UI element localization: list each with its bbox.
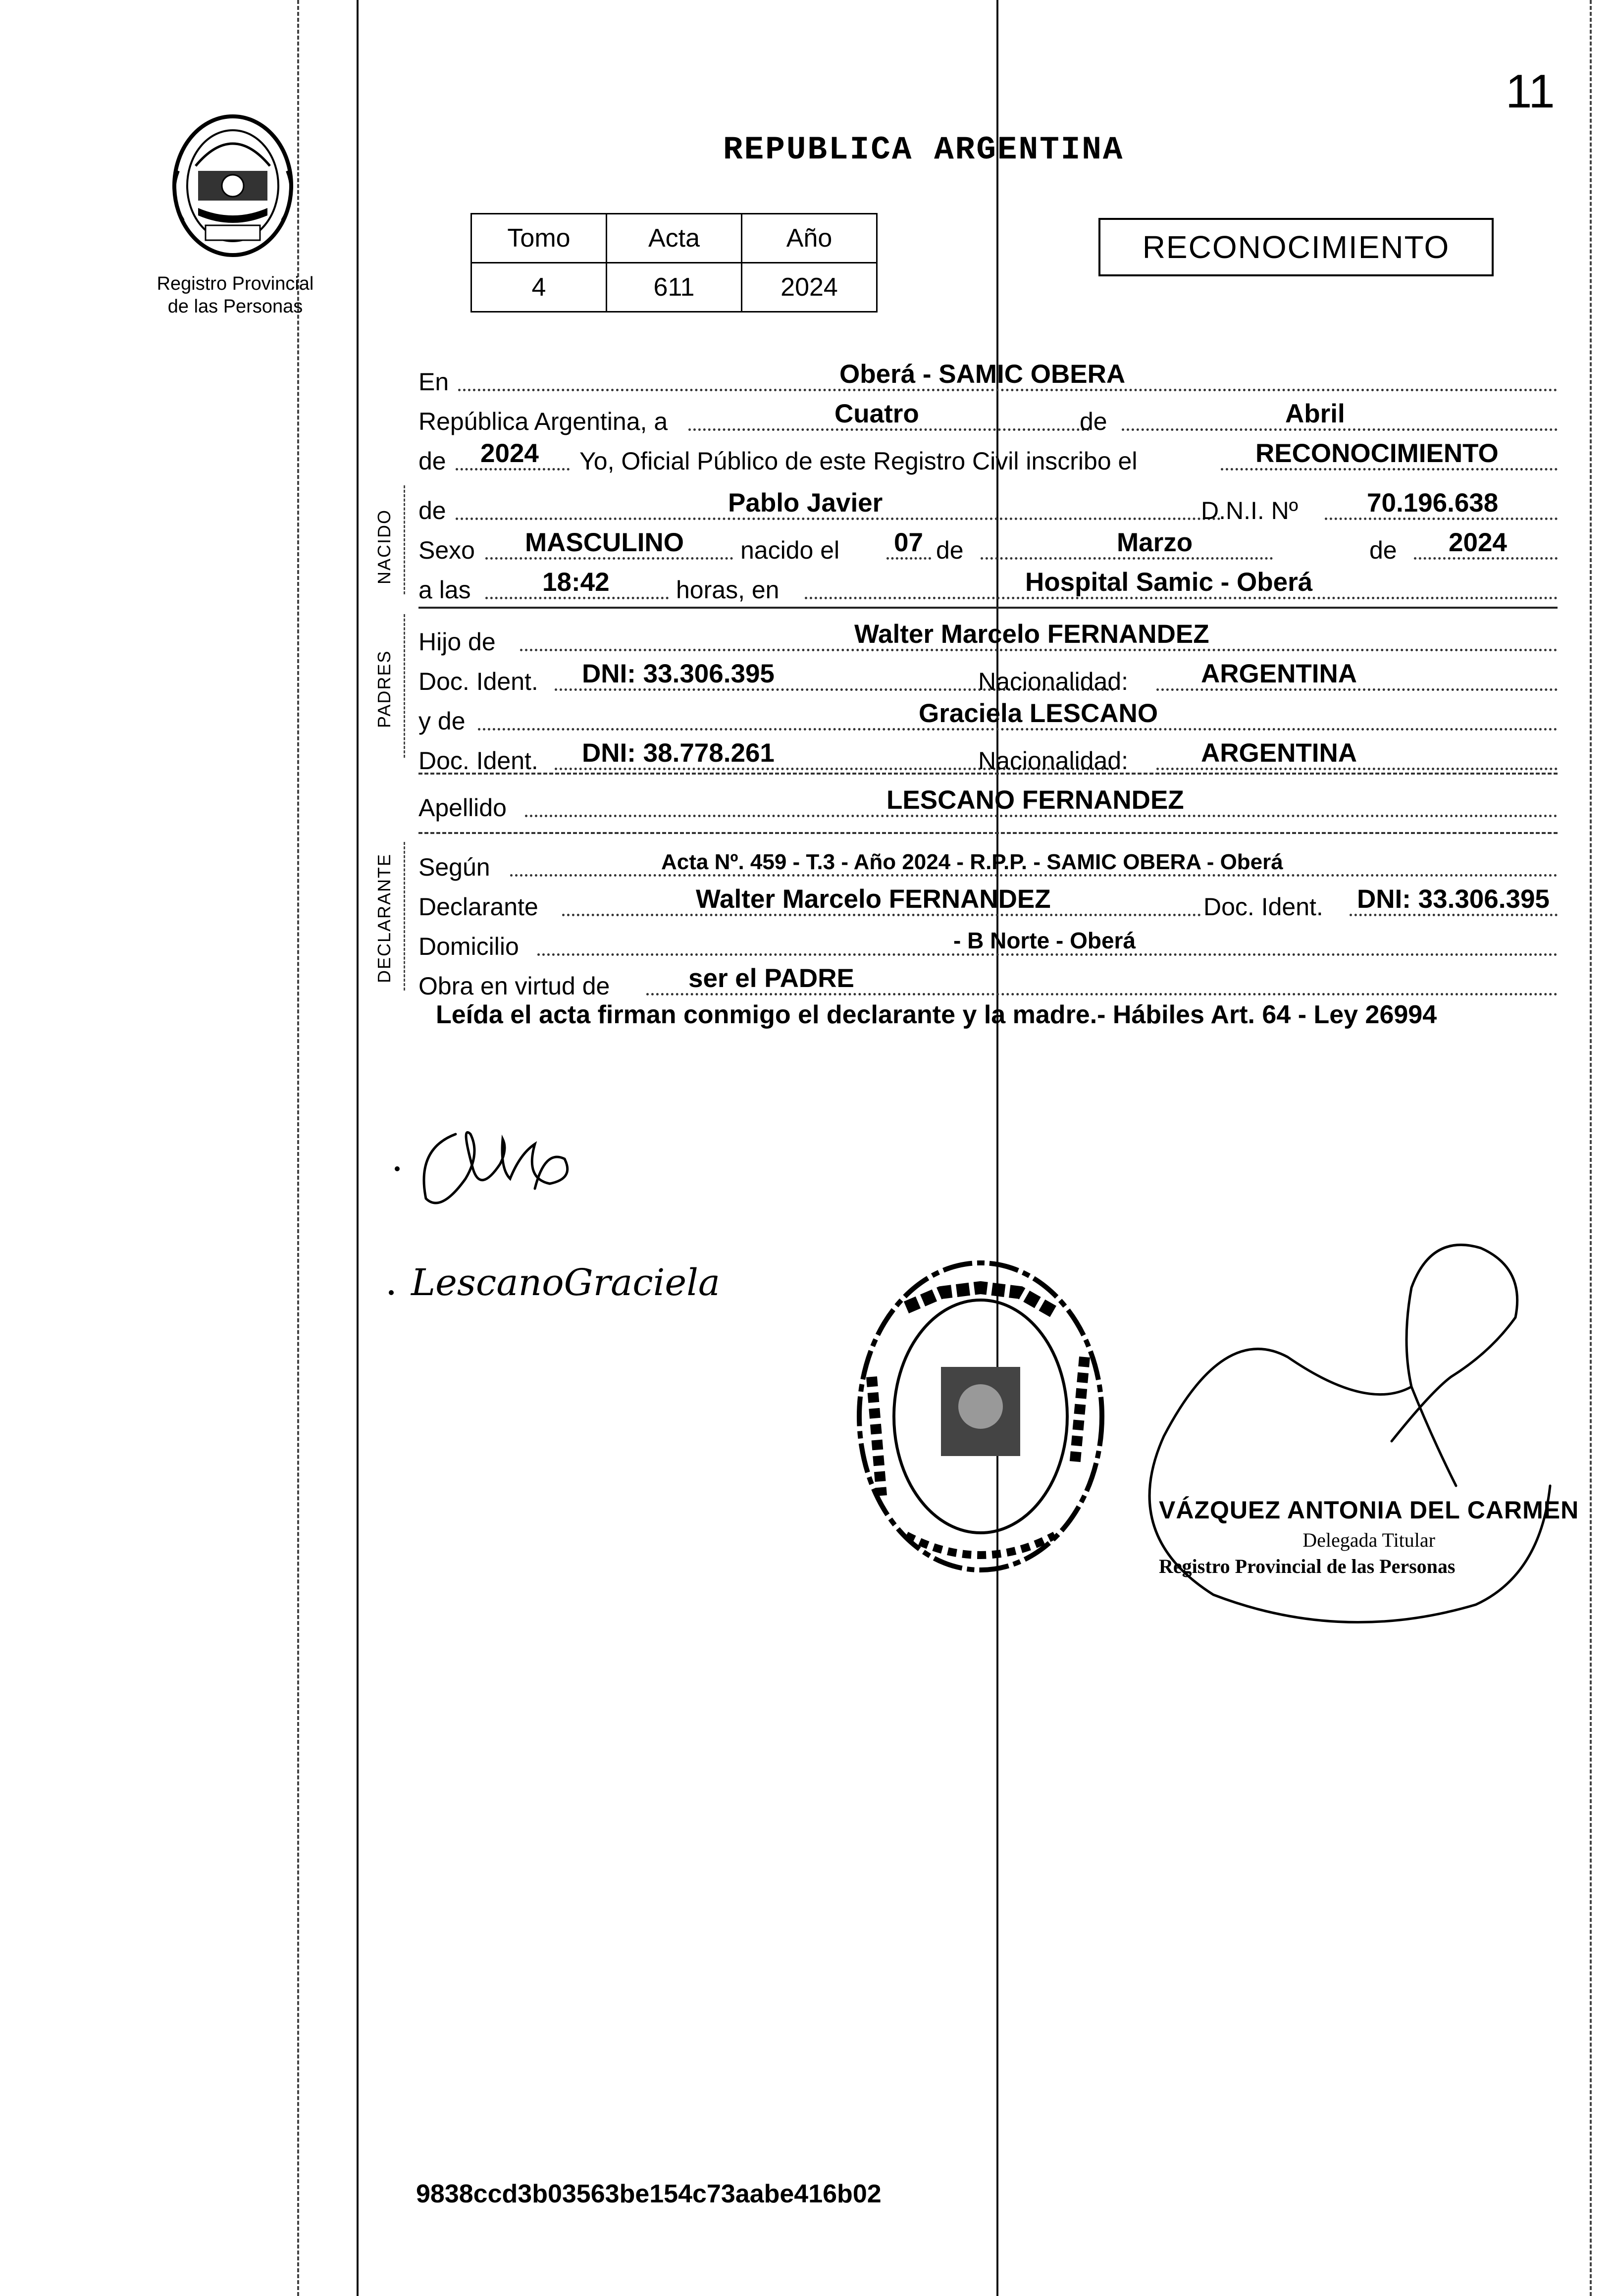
section-bracket-declarante bbox=[404, 842, 405, 991]
value-anio-nac: 2024 bbox=[1449, 528, 1507, 557]
label-nacionalidad: Nacionalidad: bbox=[978, 668, 1128, 695]
value-declarante: Walter Marcelo FERNANDEZ bbox=[696, 885, 1051, 914]
label-a-las: a las bbox=[418, 576, 471, 604]
label-doc-ident: Doc. Ident. bbox=[418, 747, 538, 775]
closing-text: Leída el acta firman conmigo el declarante y la madre.- Hábiles Art. 64 - Ley 26994 bbox=[436, 1000, 1437, 1029]
row-hora bbox=[418, 570, 1558, 606]
document-hash: 9838ccd3b03563be154c73aabe416b02 bbox=[416, 2180, 882, 2208]
label-de: de bbox=[1369, 536, 1397, 564]
section-divider bbox=[418, 832, 1558, 834]
value-dia-nac: 07 bbox=[894, 528, 923, 557]
row-apellido bbox=[418, 787, 1558, 824]
label-sexo: Sexo bbox=[418, 536, 475, 564]
province-coat-of-arms-icon bbox=[158, 111, 307, 260]
value-segun: Acta Nº. 459 - T.3 - Año 2024 - R.P.P. - SAMIC OBERA - Oberá bbox=[661, 850, 1283, 874]
row-hijo-de bbox=[418, 622, 1558, 658]
value-lugar-nac: Hospital Samic - Oberá bbox=[1025, 568, 1313, 597]
label-apellido: Apellido bbox=[418, 794, 507, 822]
label-doc-ident: Doc. Ident. bbox=[1203, 893, 1323, 921]
value-doc-madre: DNI: 38.778.261 bbox=[582, 738, 775, 768]
value-tomo: 4 bbox=[471, 263, 607, 312]
official-org: Registro Provincial de las Personas bbox=[1159, 1555, 1456, 1577]
section-label-declarante: DECLARANTE bbox=[374, 853, 394, 983]
label-dni: D.N.I. Nº bbox=[1201, 497, 1299, 524]
official-name: VÁZQUEZ ANTONIA DEL CARMEN bbox=[1159, 1496, 1579, 1524]
value-anio: 2024 bbox=[480, 439, 539, 468]
row-nombre bbox=[418, 490, 1558, 527]
value-nac-padre: ARGENTINA bbox=[1201, 659, 1357, 688]
row-sexo bbox=[418, 530, 1558, 567]
value-mes: Abril bbox=[1285, 399, 1345, 428]
scan-edge-line-left bbox=[297, 0, 299, 2296]
act-type-box: RECONOCIMIENTO bbox=[1098, 218, 1494, 276]
label-nacido-el: nacido el bbox=[740, 536, 840, 564]
label-yo: Yo, Oficial Público de este Registro Civil inscribo el bbox=[579, 447, 1138, 475]
section-label-nacido: NACIDO bbox=[374, 509, 394, 584]
row-en bbox=[418, 362, 1558, 398]
value-hora: 18:42 bbox=[542, 568, 610, 597]
registry-label: Registro Provincial de las Personas bbox=[156, 273, 314, 317]
official-seal-icon bbox=[842, 1248, 1119, 1595]
scan-fold-line-left bbox=[357, 0, 359, 2296]
label-hijo-de: Hijo de bbox=[418, 628, 496, 656]
label-declarante: Declarante bbox=[418, 893, 538, 921]
section-bracket-nacido bbox=[404, 485, 405, 594]
value-padre: Walter Marcelo FERNANDEZ bbox=[854, 620, 1209, 649]
section-divider bbox=[418, 607, 1558, 609]
header-tomo: Tomo bbox=[471, 214, 607, 263]
official-role: Delegada Titular bbox=[1302, 1529, 1435, 1551]
value-madre: Graciela LESCANO bbox=[919, 699, 1158, 728]
value-obra: ser el PADRE bbox=[688, 964, 854, 993]
label-en: En bbox=[418, 368, 449, 396]
label-republica: República Argentina, a bbox=[418, 408, 668, 435]
header-acta: Acta bbox=[607, 214, 742, 263]
row-domicilio bbox=[418, 926, 1558, 963]
row-declarante bbox=[418, 887, 1558, 923]
row-fecha bbox=[418, 401, 1558, 438]
value-inscribe: RECONOCIMIENTO bbox=[1255, 439, 1499, 468]
section-bracket-padres bbox=[404, 614, 405, 758]
row-y-de bbox=[418, 701, 1558, 737]
value-dni: 70.196.638 bbox=[1367, 488, 1499, 518]
country-title: REPUBLICA ARGENTINA bbox=[723, 131, 1124, 168]
label-segun: Según bbox=[418, 853, 490, 881]
row-segun bbox=[418, 847, 1558, 884]
page-number: 11 bbox=[1506, 65, 1555, 118]
value-doc-declarante: DNI: 33.306.395 bbox=[1357, 885, 1550, 914]
value-nac-madre: ARGENTINA bbox=[1201, 738, 1357, 768]
label-horas-en: horas, en bbox=[676, 576, 780, 604]
value-apellido: LESCANO FERNANDEZ bbox=[886, 785, 1184, 815]
label-nacionalidad: Nacionalidad: bbox=[978, 747, 1128, 775]
label-de: de bbox=[418, 497, 446, 524]
section-label-padres: PADRES bbox=[374, 650, 394, 728]
value-mes-nac: Marzo bbox=[1117, 528, 1193, 557]
row-doc-madre bbox=[418, 740, 1558, 777]
label-de: de bbox=[1080, 408, 1107, 435]
value-nombre: Pablo Javier bbox=[728, 488, 883, 518]
value-doc-padre: DNI: 33.306.395 bbox=[582, 659, 775, 688]
value-anio: 2024 bbox=[742, 263, 877, 312]
label-obra: Obra en virtud de bbox=[418, 972, 610, 1000]
label-y-de: y de bbox=[418, 707, 466, 735]
official-stamp bbox=[1159, 1496, 1579, 1578]
mother-signature-icon bbox=[381, 1248, 758, 1312]
value-sexo: MASCULINO bbox=[525, 528, 684, 557]
tomo-acta-anio-table bbox=[470, 213, 878, 313]
value-acta: 611 bbox=[607, 263, 742, 312]
label-doc-ident: Doc. Ident. bbox=[418, 668, 538, 695]
value-dia: Cuatro bbox=[834, 399, 919, 428]
value-lugar: Oberá - SAMIC OBERA bbox=[839, 360, 1126, 389]
scan-fold-line-center bbox=[996, 0, 998, 2296]
section-divider bbox=[418, 773, 1558, 775]
label-domicilio: Domicilio bbox=[418, 933, 519, 960]
mother-signature-text: LescanoGraciela bbox=[411, 1261, 720, 1304]
label-de: de bbox=[418, 447, 446, 475]
scan-edge-line-right bbox=[1590, 0, 1592, 2296]
header-anio: Año bbox=[742, 214, 877, 263]
row-doc-padre bbox=[418, 661, 1558, 698]
declarant-signature-icon bbox=[386, 1109, 614, 1223]
label-de: de bbox=[936, 536, 964, 564]
value-domicilio: - B Norte - Oberá bbox=[953, 928, 1136, 953]
row-inscribe bbox=[418, 441, 1558, 477]
